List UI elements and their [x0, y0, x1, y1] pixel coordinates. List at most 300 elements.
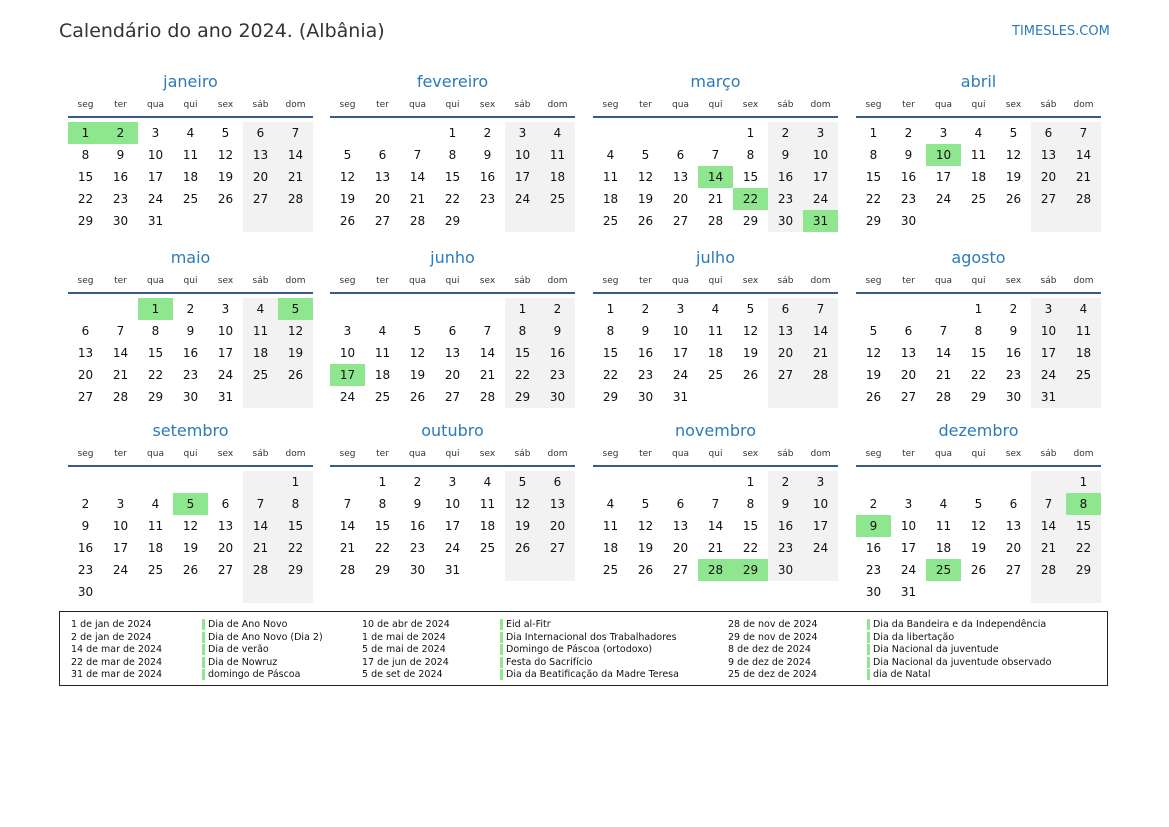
legend-date: 9 de dez de 2024	[728, 656, 811, 668]
day-cell: 22	[865, 192, 882, 206]
day-cell: 7	[483, 324, 492, 338]
day-cell: 7	[343, 497, 352, 511]
weekend-day-cell: 16	[540, 342, 575, 364]
day-cell: 26	[742, 368, 759, 382]
month-name: outubro	[421, 421, 484, 440]
day-cell: 13	[672, 519, 689, 533]
day-cell: 3	[116, 497, 125, 511]
weekday-header: sex	[479, 100, 496, 110]
weekday-header: sáb	[252, 100, 269, 110]
weekend-day-cell: 6	[1031, 122, 1066, 144]
day-cell: 12	[339, 170, 356, 184]
day-cell: 5	[221, 126, 230, 140]
holiday-day-cell: 14	[698, 166, 733, 188]
weekend-empty-cell	[540, 559, 575, 581]
legend-holiday-name: Dia Internacional dos Trabalhadores	[500, 632, 677, 643]
weekday-header: dom	[810, 449, 831, 459]
day-cell: 27	[672, 563, 689, 577]
day-cell: 24	[935, 192, 952, 206]
weekend-day-cell: 26	[278, 364, 313, 386]
weekday-header: sex	[217, 276, 234, 286]
weekday-header: qua	[672, 100, 689, 110]
day-cell: 16	[409, 519, 426, 533]
day-cell: 29	[147, 390, 164, 404]
day-cell: 27	[217, 563, 234, 577]
month-name: agosto	[951, 248, 1006, 267]
day-cell: 23	[112, 192, 129, 206]
month-name: janeiro	[163, 72, 218, 91]
day-cell: 6	[221, 497, 230, 511]
day-cell: 5	[641, 497, 650, 511]
weekend-day-cell: 7	[243, 493, 278, 515]
weekend-empty-cell	[505, 210, 540, 232]
day-cell: 25	[147, 563, 164, 577]
day-cell: 19	[637, 541, 654, 555]
day-cell: 21	[409, 192, 426, 206]
legend-date: 8 de dez de 2024	[728, 644, 811, 655]
header-rule	[856, 292, 1101, 294]
weekday-header: ter	[902, 100, 915, 110]
day-cell: 15	[147, 346, 164, 360]
month-agosto	[856, 248, 1101, 430]
day-cell: 19	[1005, 170, 1022, 184]
month-name: abril	[960, 72, 997, 91]
weekday-header: sáb	[252, 276, 269, 286]
day-cell: 15	[602, 346, 619, 360]
weekday-header: sáb	[514, 276, 531, 286]
day-cell: 22	[374, 541, 391, 555]
day-cell: 6	[81, 324, 90, 338]
weekday-header: ter	[639, 276, 652, 286]
weekday-header: sáb	[777, 100, 794, 110]
day-cell: 30	[637, 390, 654, 404]
weekend-day-cell: 19	[278, 342, 313, 364]
weekend-day-cell: 18	[1066, 342, 1101, 364]
day-cell: 7	[939, 324, 948, 338]
day-cell: 28	[935, 390, 952, 404]
weekend-day-cell: 16	[768, 166, 803, 188]
weekend-day-cell: 28	[278, 188, 313, 210]
day-cell: 1	[869, 126, 878, 140]
day-cell: 22	[77, 192, 94, 206]
legend-holiday-name: Dia Nacional da juventude	[867, 644, 999, 655]
weekday-header: sex	[1005, 449, 1022, 459]
weekday-header: dom	[1073, 100, 1094, 110]
header-rule	[593, 465, 838, 467]
day-cell: 31	[147, 214, 164, 228]
day-cell: 24	[112, 563, 129, 577]
weekday-header: dom	[285, 276, 306, 286]
day-cell: 2	[869, 497, 878, 511]
holiday-day-cell: 2	[103, 122, 138, 144]
weekend-day-cell: 1	[278, 471, 313, 493]
day-cell: 1	[606, 302, 615, 316]
day-cell: 8	[151, 324, 160, 338]
weekday-header: sex	[217, 449, 234, 459]
day-cell: 19	[637, 192, 654, 206]
header-rule	[593, 116, 838, 118]
day-cell: 13	[900, 346, 917, 360]
weekday-header: sáb	[1040, 276, 1057, 286]
weekday-header: seg	[77, 276, 94, 286]
legend-holiday-name: Dia de Ano Novo (Dia 2)	[202, 632, 323, 643]
day-cell: 23	[479, 192, 496, 206]
month-junho	[330, 248, 575, 430]
day-cell: 9	[413, 497, 422, 511]
weekday-header: qua	[409, 276, 426, 286]
month-janeiro	[68, 72, 313, 254]
month-name: julho	[696, 248, 735, 267]
weekday-header: qui	[445, 449, 460, 459]
day-cell: 8	[746, 497, 755, 511]
weekend-day-cell: 21	[278, 166, 313, 188]
weekday-header: qui	[445, 100, 460, 110]
weekend-day-cell: 6	[768, 298, 803, 320]
legend-holiday-name: domingo de Páscoa	[202, 669, 300, 680]
weekend-empty-cell	[505, 559, 540, 581]
weekend-day-cell: 30	[768, 559, 803, 581]
weekend-day-cell: 4	[243, 298, 278, 320]
header-rule	[856, 116, 1101, 118]
day-cell: 23	[182, 368, 199, 382]
weekday-header: sex	[1005, 100, 1022, 110]
brand-link[interactable]: TIMESLES.COM	[1012, 24, 1110, 39]
day-cell: 20	[1005, 541, 1022, 555]
weekend-day-cell: 9	[768, 493, 803, 515]
day-cell: 21	[707, 192, 724, 206]
day-cell: 10	[339, 346, 356, 360]
day-cell: 30	[409, 563, 426, 577]
weekday-header: seg	[339, 276, 356, 286]
weekend-day-cell: 22	[1066, 537, 1101, 559]
day-cell: 24	[147, 192, 164, 206]
day-cell: 29	[374, 563, 391, 577]
header-rule	[330, 465, 575, 467]
weekday-header: sáb	[1040, 449, 1057, 459]
weekend-day-cell: 7	[1066, 122, 1101, 144]
weekday-header: ter	[114, 100, 127, 110]
day-cell: 11	[602, 519, 619, 533]
weekend-empty-cell	[1031, 210, 1066, 232]
day-cell: 10	[147, 148, 164, 162]
month-name: fevereiro	[416, 72, 489, 91]
weekend-day-cell: 3	[803, 471, 838, 493]
weekend-day-cell: 29	[278, 559, 313, 581]
day-cell: 5	[641, 148, 650, 162]
day-cell: 25	[970, 192, 987, 206]
day-cell: 8	[746, 148, 755, 162]
month-name: maio	[170, 248, 211, 267]
weekend-day-cell: 13	[1031, 144, 1066, 166]
weekend-day-cell: 30	[768, 210, 803, 232]
day-cell: 27	[1005, 563, 1022, 577]
holiday-day-cell: 8	[1066, 493, 1101, 515]
weekday-header: qui	[708, 276, 723, 286]
day-cell: 17	[672, 346, 689, 360]
weekend-day-cell: 27	[1031, 188, 1066, 210]
day-cell: 31	[444, 563, 461, 577]
weekday-header: qua	[147, 100, 164, 110]
day-cell: 13	[1005, 519, 1022, 533]
day-cell: 20	[77, 368, 94, 382]
day-cell: 23	[637, 368, 654, 382]
weekend-day-cell: 24	[1031, 364, 1066, 386]
weekend-day-cell: 8	[505, 320, 540, 342]
day-cell: 20	[217, 541, 234, 555]
weekday-header: sáb	[1040, 100, 1057, 110]
day-cell: 5	[343, 148, 352, 162]
day-cell: 21	[112, 368, 129, 382]
weekend-day-cell: 25	[1066, 364, 1101, 386]
day-cell: 14	[707, 519, 724, 533]
weekend-day-cell: 11	[1066, 320, 1101, 342]
weekday-header: ter	[902, 276, 915, 286]
day-cell: 5	[413, 324, 422, 338]
day-cell: 10	[672, 324, 689, 338]
weekday-header: qua	[409, 100, 426, 110]
weekend-day-cell: 2	[540, 298, 575, 320]
day-cell: 15	[77, 170, 94, 184]
weekend-day-cell: 2	[768, 122, 803, 144]
holiday-day-cell: 22	[733, 188, 768, 210]
day-cell: 26	[182, 563, 199, 577]
day-cell: 16	[865, 541, 882, 555]
legend-date: 2 de jan de 2024	[71, 631, 152, 643]
day-cell: 17	[217, 346, 234, 360]
weekend-day-cell: 12	[278, 320, 313, 342]
weekday-header: seg	[602, 449, 619, 459]
day-cell: 6	[676, 148, 685, 162]
weekend-day-cell: 10	[803, 493, 838, 515]
weekday-header: seg	[77, 449, 94, 459]
day-cell: 20	[672, 192, 689, 206]
day-cell: 31	[672, 390, 689, 404]
day-cell: 7	[413, 148, 422, 162]
weekend-day-cell: 10	[1031, 320, 1066, 342]
day-cell: 29	[742, 214, 759, 228]
weekend-day-cell: 15	[1066, 515, 1101, 537]
day-cell: 15	[970, 346, 987, 360]
day-cell: 15	[865, 170, 882, 184]
legend-date: 14 de mar de 2024	[71, 644, 163, 655]
day-cell: 11	[935, 519, 952, 533]
day-cell: 30	[77, 585, 94, 599]
day-cell: 2	[904, 126, 913, 140]
weekend-day-cell: 7	[278, 122, 313, 144]
weekday-header: ter	[902, 449, 915, 459]
weekend-day-cell: 29	[1066, 559, 1101, 581]
legend-date: 28 de nov de 2024	[728, 619, 818, 630]
legend-holiday-name: Dia de verão	[202, 644, 269, 655]
day-cell: 7	[711, 148, 720, 162]
day-cell: 19	[182, 541, 199, 555]
day-cell: 2	[413, 475, 422, 489]
day-cell: 21	[339, 541, 356, 555]
weekday-header: qua	[147, 276, 164, 286]
weekend-day-cell: 11	[540, 144, 575, 166]
day-cell: 25	[479, 541, 496, 555]
weekday-header: qui	[971, 276, 986, 286]
weekend-day-cell: 7	[1031, 493, 1066, 515]
weekend-day-cell: 18	[540, 166, 575, 188]
weekend-day-cell: 26	[505, 537, 540, 559]
day-cell: 9	[641, 324, 650, 338]
weekend-day-cell: 23	[540, 364, 575, 386]
day-cell: 12	[1005, 148, 1022, 162]
weekend-empty-cell	[1031, 581, 1066, 603]
weekday-header: dom	[285, 100, 306, 110]
weekend-day-cell: 22	[505, 364, 540, 386]
day-cell: 1	[448, 126, 457, 140]
day-cell: 24	[672, 368, 689, 382]
day-cell: 15	[742, 170, 759, 184]
day-cell: 23	[77, 563, 94, 577]
day-cell: 24	[444, 541, 461, 555]
weekend-empty-cell	[1066, 386, 1101, 408]
weekend-empty-cell	[243, 210, 278, 232]
weekday-header: sex	[742, 449, 759, 459]
weekend-empty-cell	[540, 210, 575, 232]
month-março	[593, 72, 838, 254]
day-cell: 4	[483, 475, 492, 489]
weekday-header: qua	[147, 449, 164, 459]
weekday-header: qui	[183, 100, 198, 110]
holiday-day-cell: 31	[803, 210, 838, 232]
day-cell: 27	[374, 214, 391, 228]
day-cell: 21	[479, 368, 496, 382]
day-cell: 27	[444, 390, 461, 404]
weekend-day-cell: 13	[243, 144, 278, 166]
day-cell: 27	[900, 390, 917, 404]
day-cell: 15	[374, 519, 391, 533]
day-cell: 17	[935, 170, 952, 184]
weekday-header: dom	[547, 276, 568, 286]
weekday-header: sex	[479, 449, 496, 459]
weekday-header: ter	[639, 449, 652, 459]
day-cell: 16	[479, 170, 496, 184]
day-cell: 26	[970, 563, 987, 577]
weekend-day-cell: 21	[1031, 537, 1066, 559]
weekend-empty-cell	[803, 559, 838, 581]
weekday-header: seg	[865, 449, 882, 459]
weekend-empty-cell	[1066, 210, 1101, 232]
weekend-day-cell: 30	[540, 386, 575, 408]
day-cell: 4	[378, 324, 387, 338]
day-cell: 19	[339, 192, 356, 206]
day-cell: 19	[865, 368, 882, 382]
day-cell: 21	[935, 368, 952, 382]
weekday-header: sáb	[252, 449, 269, 459]
legend-date: 1 de mai de 2024	[362, 631, 446, 643]
day-cell: 9	[904, 148, 913, 162]
holiday-day-cell: 10	[926, 144, 961, 166]
weekend-day-cell: 27	[540, 537, 575, 559]
header-rule	[68, 292, 313, 294]
day-cell: 30	[112, 214, 129, 228]
weekend-day-cell: 19	[505, 515, 540, 537]
header-rule	[593, 292, 838, 294]
weekday-header: qui	[183, 449, 198, 459]
weekend-day-cell: 21	[803, 342, 838, 364]
day-cell: 12	[742, 324, 759, 338]
legend-holiday-name: Festa do Sacrifício	[500, 657, 592, 668]
day-cell: 24	[339, 390, 356, 404]
day-cell: 22	[970, 368, 987, 382]
weekday-header: dom	[547, 449, 568, 459]
day-cell: 30	[900, 214, 917, 228]
weekday-header: seg	[77, 100, 94, 110]
day-cell: 31	[217, 390, 234, 404]
day-cell: 11	[707, 324, 724, 338]
month-name: setembro	[152, 421, 229, 440]
weekday-header: qui	[708, 449, 723, 459]
weekday-header: qua	[935, 276, 952, 286]
holiday-legend	[59, 611, 1108, 686]
day-cell: 29	[444, 214, 461, 228]
day-cell: 7	[116, 324, 125, 338]
day-cell: 17	[900, 541, 917, 555]
weekend-day-cell: 23	[768, 188, 803, 210]
legend-date: 31 de mar de 2024	[71, 669, 163, 680]
day-cell: 17	[444, 519, 461, 533]
weekend-day-cell: 24	[803, 188, 838, 210]
month-outubro	[330, 421, 575, 603]
day-cell: 10	[444, 497, 461, 511]
weekday-header: ter	[114, 449, 127, 459]
day-cell: 11	[182, 148, 199, 162]
day-cell: 6	[448, 324, 457, 338]
day-cell: 25	[602, 214, 619, 228]
day-cell: 22	[742, 541, 759, 555]
legend-date: 5 de set de 2024	[362, 669, 443, 680]
day-cell: 14	[935, 346, 952, 360]
day-cell: 18	[182, 170, 199, 184]
day-cell: 9	[81, 519, 90, 533]
day-cell: 13	[374, 170, 391, 184]
weekday-header: dom	[1073, 276, 1094, 286]
header-rule	[856, 465, 1101, 467]
weekend-day-cell: 4	[1066, 298, 1101, 320]
weekend-empty-cell	[278, 386, 313, 408]
day-cell: 25	[707, 368, 724, 382]
month-julho	[593, 248, 838, 430]
weekend-day-cell: 3	[505, 122, 540, 144]
day-cell: 28	[409, 214, 426, 228]
weekend-day-cell: 20	[540, 515, 575, 537]
weekday-header: qui	[445, 276, 460, 286]
weekend-day-cell: 14	[1066, 144, 1101, 166]
weekend-day-cell: 24	[505, 188, 540, 210]
weekend-day-cell: 13	[540, 493, 575, 515]
day-cell: 2	[483, 126, 492, 140]
weekend-day-cell: 1	[1066, 471, 1101, 493]
legend-holiday-name: Dia de Ano Novo	[202, 619, 287, 630]
weekend-empty-cell	[1066, 581, 1101, 603]
day-cell: 19	[409, 368, 426, 382]
day-cell: 25	[602, 563, 619, 577]
day-cell: 28	[112, 390, 129, 404]
day-cell: 20	[444, 368, 461, 382]
day-cell: 9	[1009, 324, 1018, 338]
day-cell: 4	[186, 126, 195, 140]
day-cell: 11	[374, 346, 391, 360]
day-cell: 11	[970, 148, 987, 162]
day-cell: 17	[147, 170, 164, 184]
month-fevereiro	[330, 72, 575, 254]
weekend-day-cell: 14	[278, 144, 313, 166]
weekend-day-cell: 17	[505, 166, 540, 188]
day-cell: 3	[904, 497, 913, 511]
